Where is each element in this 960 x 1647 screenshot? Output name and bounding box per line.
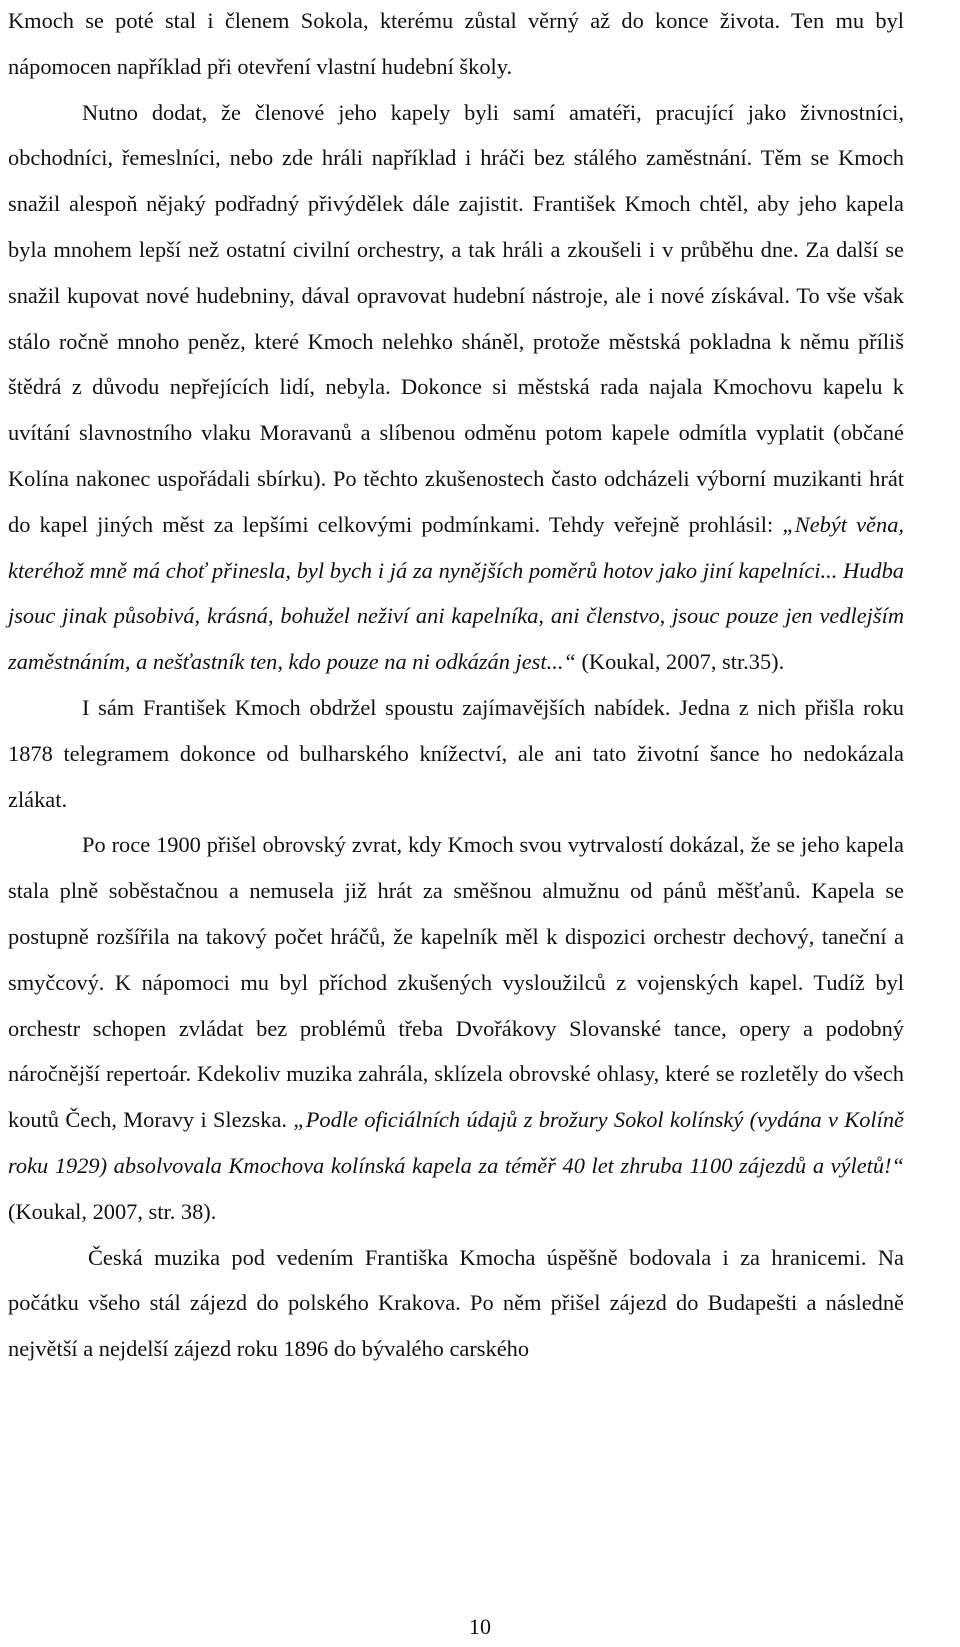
paragraph-4-text: Po roce 1900 přišel obrovský zvrat, kdy Kmoch svou vytrvalostí dokázal, že se jeho kapela stala plně soběstačnou a nemusela již hrát za směšnou almužnu od pánů měšťanů. Kapela se postupně rozšířila na takový počet hráčů, že kapelník měl k dispozici orchestr dechový, taneční a smyčcový. K nápomoci mu byl příchod zkušených vysloužilců z vojenských kapel. Tudíž byl orchestr schopen zvládat bez problémů třeba Dvořákovy Slovanské tance, opery a podobný náročnější repertoár. Kdekoliv muzika zahrála, sklízela obrovské ohlasy, které se rozletěly do všech koutů Čech, Moravy i Slezska.	[8, 832, 904, 1133]
paragraph-1-text: Kmoch se poté stal i členem Sokola, kterému zůstal věrný až do konce života. Ten mu byl nápomocen například při otevření vlastní hudební školy.	[8, 8, 904, 79]
paragraph-2-citation: (Koukal, 2007, str.35).	[575, 649, 785, 675]
paragraph-4-quote: „Podle oficiálních údajů z brožury Sokol kolínský (vydána v Kolíně roku 1929) absolvovala Kmochova kolínská kapela za téměř 40 let zhruba 1100 zájezdů a výletů!“	[8, 1107, 904, 1178]
paragraph-5	[8, 1235, 904, 1372]
paragraph-5-text: Česká muzika pod vedením Františka Kmocha úspěšně bodovala i za hranicemi. Na počátku všeho stál zájezd do polského Krakova. Po něm přišel zájezd do Budapešti a následně největší a nejdelší zájezd roku 1896 do bývalého carského	[8, 1244, 904, 1362]
paragraph-2-quote: „Nebýt věna, kteréhož mně má choť přinesla, byl bych i já za nynějších poměrů hotov jako jiní kapelníci... Hudba jsouc jinak působivá, krásná, bohužel neživí ani kapelníka, ani členstvo, jsouc pouze jen vedlejším zaměstnáním, a nešťastník ten, kdo pouze na ni odkázán jest...“	[8, 511, 904, 675]
paragraph-3-text: I sám František Kmoch obdržel spoustu zajímavějších nabídek. Jedna z nich přišla roku 1878 telegramem dokonce od bulharského knížectví, ale ani tato životní šance ho nedokázala zlákat.	[8, 694, 904, 812]
paragraph-2-text: Nutno dodat, že členové jeho kapely byli samí amatéři, pracující jako živnostníci, obchodníci, řemeslníci, nebo zde hráli například i hráči bez stálého zaměstnání. Těm se Kmoch snažil alespoň nějaký podřadný přivýdělek dále zajistit. František Kmoch chtěl, aby jeho kapela byla mnohem lepší než ostatní civilní orchestry, a tak hráli a zkoušeli i v průběhu dne. Za další se snažil kupovat nové hudebniny, dával opravovat hudební nástroje, ale i nové získával. To vše však stálo ročně mnoho peněz, které Kmoch nelehko sháněl, protože městská pokladna k němu příliš štědrá z důvodu nepřejících lidí, nebyla. Dokonce si městská rada najala Kmochovu kapelu k uvítání slavnostního vlaku Moravanů a slíbenou odměnu potom kapele odmítla vyplatit (občané Kolína nakonec uspořádali sbírku). Po těchto zkušenostech často odcházeli výborní muzikanti hrát do kapel jiných měst za lepšími celkovými podmínkami. Tehdy veřejně prohlásil:	[8, 99, 904, 537]
document-page	[8, 0, 904, 1372]
paragraph-2	[8, 90, 904, 685]
paragraph-4-citation: (Koukal, 2007, str. 38).	[8, 1198, 217, 1224]
page-number: 10	[469, 1614, 491, 1639]
paragraph-4	[8, 822, 904, 1234]
paragraph-3	[8, 685, 904, 822]
paragraph-1	[8, 0, 904, 90]
